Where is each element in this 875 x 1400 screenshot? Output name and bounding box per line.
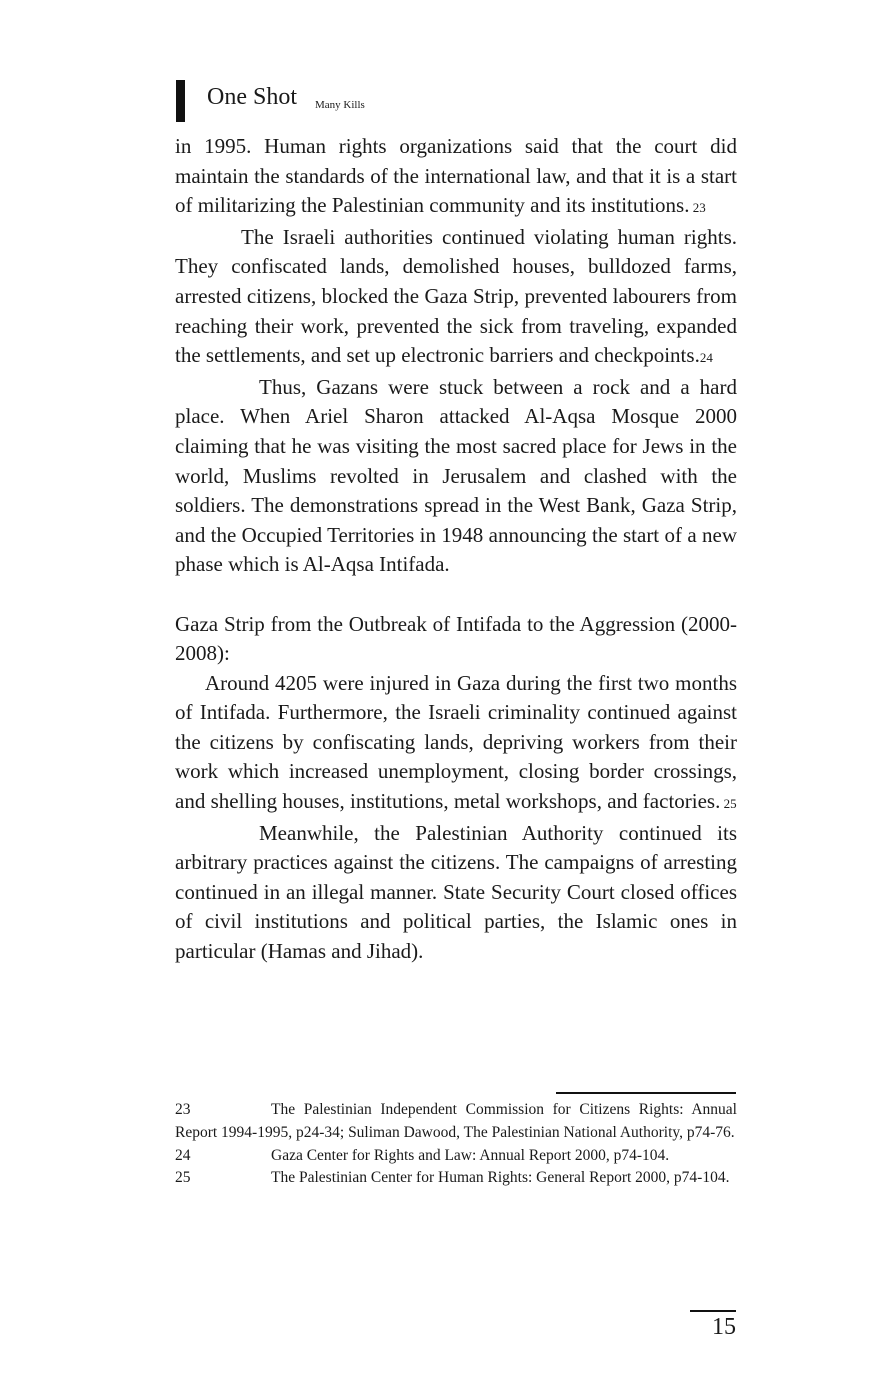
footnote-text: Gaza Center for Rights and Law: Annual Report 2000, p74-104. — [271, 1146, 670, 1164]
footnote — [175, 1099, 737, 1145]
book-title: One Shot — [207, 84, 297, 110]
paragraph-gap — [175, 580, 737, 610]
paragraph — [175, 373, 737, 580]
book-subtitle: Many Kills — [315, 99, 365, 111]
paragraph — [175, 223, 737, 373]
section-heading — [175, 610, 737, 669]
footnote-text: The Palestinian Independent Commission for Citizens Rights: Annual Report 1994-1995, p24-34; Suliman Dawood, The Palestinian National Authority, p74-76. — [175, 1101, 737, 1141]
footnote-ref: 24 — [699, 350, 713, 366]
page-number-rule — [690, 1310, 736, 1312]
section-heading-text: Gaza Strip from the Outbreak of Intifada to the Aggression (2000-2008): — [175, 611, 737, 666]
paragraph — [175, 132, 737, 223]
footnote-ref: 23 — [689, 200, 706, 216]
footnote-divider — [556, 1092, 736, 1094]
page-number: 15 — [712, 1314, 736, 1340]
paragraph — [175, 669, 737, 819]
paragraph-text: The Israeli authorities continued violating human rights. They confiscated lands, demolished houses, bulldozed farms, arrested citizens, blocked the Gaza Strip, prevented labourers from reaching their work, prevented the sick from traveling, expanded the settlements, and set up electronic barriers and checkpoints. — [175, 224, 737, 368]
footnote — [175, 1145, 737, 1168]
paragraph-text: Around 4205 were injured in Gaza during the first two months of Intifada. Furthermore, the Israeli criminality continued against the citizens by confiscating lands, depriving workers from their work which increased unemployment, closing border crossings, and shelling houses, institutions, metal workshops, and factories. — [175, 670, 737, 814]
paragraph-text: in 1995. Human rights organizations said that the court did maintain the standards of the international law, and that it is a start of militarizing the Palestinian community and its institutions. — [175, 134, 737, 218]
paragraph-text: Thus, Gazans were stuck between a rock and a hard place. When Ariel Sharon attacked Al-Aqsa Mosque 2000 claiming that he was visiting the most sacred place for Jews in the world, Muslims revolted in Jerusalem and clashed with the soldiers. The demonstrations spread in the West Bank, Gaza Strip, and the Occupied Territories in 1948 announcing the start of a new phase which is Al-Aqsa Intifada. — [175, 374, 737, 577]
footnotes — [175, 1099, 737, 1190]
paragraph — [175, 819, 737, 967]
footnote-number: 24 — [175, 1146, 191, 1164]
footnote-ref: 25 — [720, 796, 737, 812]
footnote-text: The Palestinian Center for Human Rights: General Report 2000, p74-104. — [271, 1169, 730, 1187]
footnote-number: 23 — [175, 1101, 191, 1118]
body-text — [175, 132, 737, 967]
paragraph-text: Meanwhile, the Palestinian Authority continued its arbitrary practices against the citizens. The campaigns of arresting continued in an illegal manner. State Security Court closed offices of civil institutions and political parties, the Islamic ones in particular (Hamas and Jihad). — [175, 820, 737, 964]
footnote — [175, 1167, 737, 1190]
footnote-number: 25 — [175, 1169, 191, 1187]
header-bar — [176, 80, 185, 122]
